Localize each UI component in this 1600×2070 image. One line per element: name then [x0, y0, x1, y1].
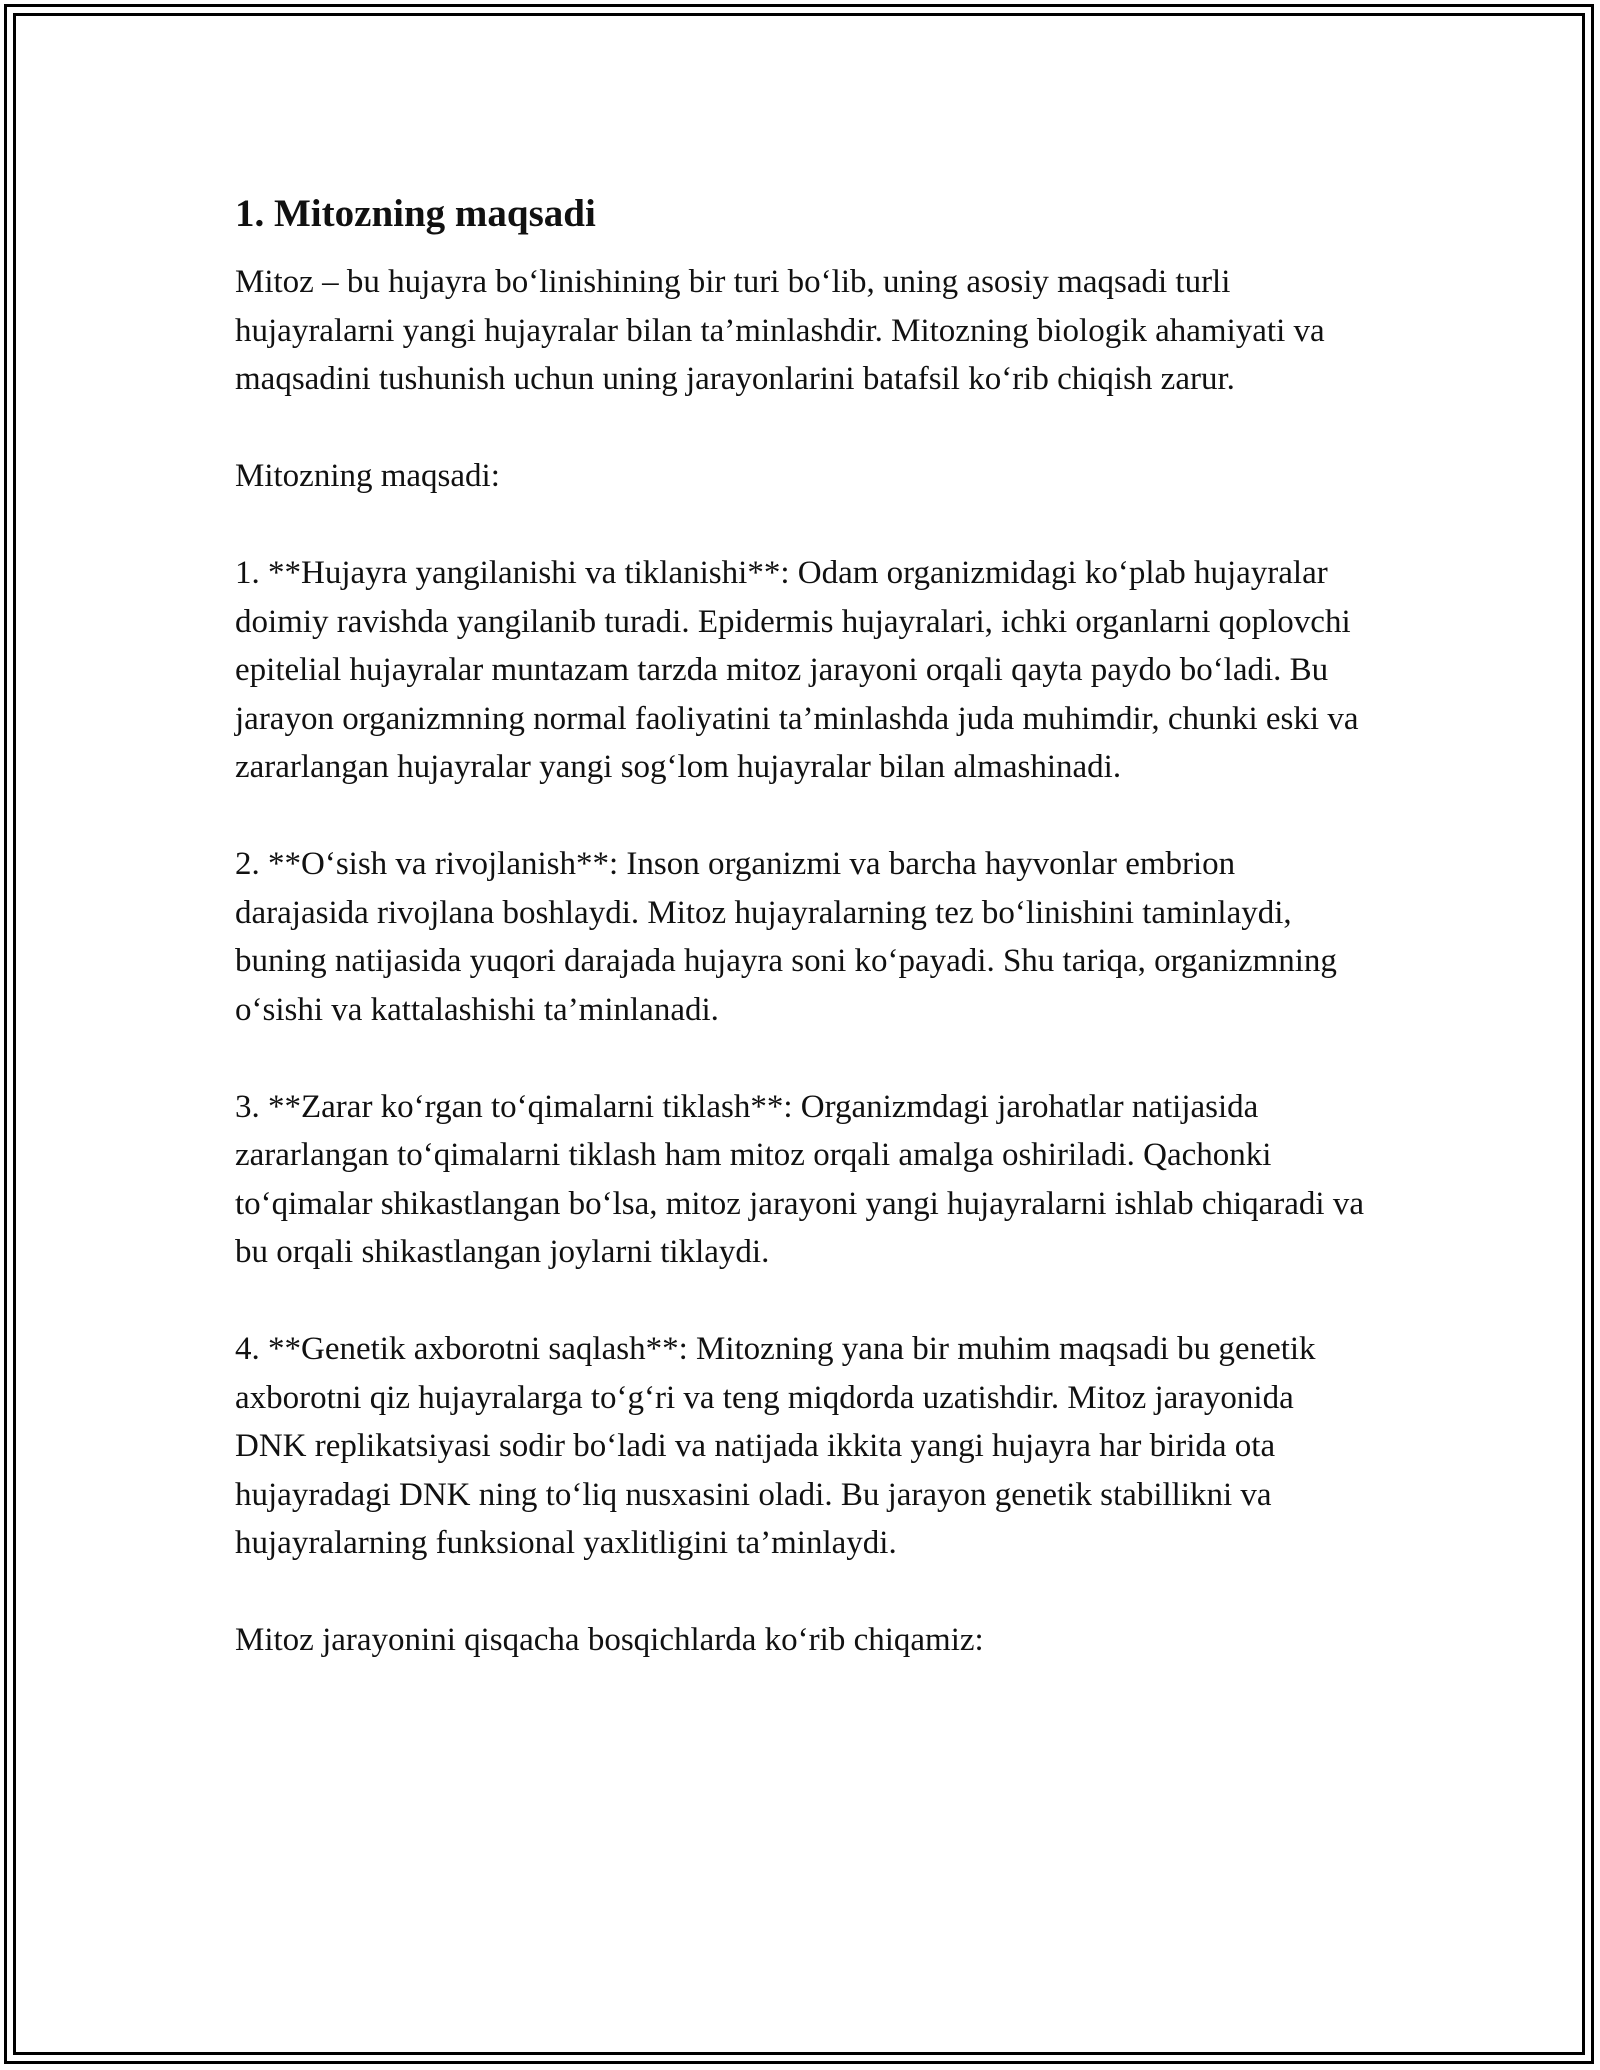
closing-paragraph: Mitoz jarayonini qisqacha bosqichlarda ko‘rib chiqamiz:	[235, 1622, 984, 1658]
paragraph-gap	[235, 1568, 1365, 1617]
paragraph-gap	[235, 792, 1365, 841]
list-item-3: 3. **Zarar ko‘rgan to‘qimalarni tiklash**: Organizmdagi jarohatlar natijasida zararlangan to‘qimalarni tiklash ham mitoz orqali amalga oshiriladi. Qachonki to‘qimalar shikastlangan bo‘lsa, mitoz jarayoni yangi hujayralarni ishlab chiqaradi va bu orqali shikastlangan joylarni tiklaydi.	[235, 1088, 1364, 1270]
paragraph-gap	[235, 1034, 1365, 1083]
section-heading: 1. Mitozning maqsadi	[235, 192, 596, 235]
document-body	[235, 188, 1365, 1665]
list-item-2: 2. **O‘sish va rivojlanish**: Inson organizmi va barcha hayvonlar embrion darajasida rivojlana boshlaydi. Mitoz hujayralarning tez bo‘linishini taminlaydi, buning natijasida yuqori darajada hujayra soni ko‘payadi. Shu tariqa, organizmning o‘sishi va kattalashishi ta’minlanadi.	[235, 846, 1337, 1028]
list-item-1: 1. **Hujayra yangilanishi va tiklanishi**: Odam organizmidagi ko‘plab hujayralar doimiy ravishda yangilanib turadi. Epidermis hujayralari, ichki organlarni qoplovchi epitelial hujayralar muntazam tarzda mitoz jarayoni orqali qayta paydo bo‘ladi. Bu jarayon organizmning normal faoliyatini ta’minlashda juda muhimdir, chunki eski va zararlangan hujayralar yangi sog‘lom hujayralar bilan almashinadi.	[235, 555, 1359, 785]
intro-paragraph: Mitoz – bu hujayra bo‘linishining bir turi bo‘lib, uning asosiy maqsadi turli hujayralarni yangi hujayralar bilan ta’minlashdir. Mitozning biologik ahamiyati va maqsadini tushunish uchun uning jarayonlarini batafsil ko‘rib chiqish zarur.	[235, 264, 1325, 397]
list-intro: Mitozning maqsadi:	[235, 458, 500, 494]
paragraph-gap	[235, 501, 1365, 550]
paragraph-gap	[235, 1277, 1365, 1326]
paragraph-gap	[235, 404, 1365, 453]
list-item-4: 4. **Genetik axborotni saqlash**: Mitozning yana bir muhim maqsadi bu genetik axborotni qiz hujayralarga to‘g‘ri va teng miqdorda uzatishdir. Mitoz jarayonida DNK replikatsiyasi sodir bo‘ladi va natijada ikkita yangi hujayra har birida ota hujayradagi DNK ning to‘liq nusxasini oladi. Bu jarayon genetik stabillikni va hujayralarning funksional yaxlitligini ta’minlaydi.	[235, 1331, 1316, 1561]
